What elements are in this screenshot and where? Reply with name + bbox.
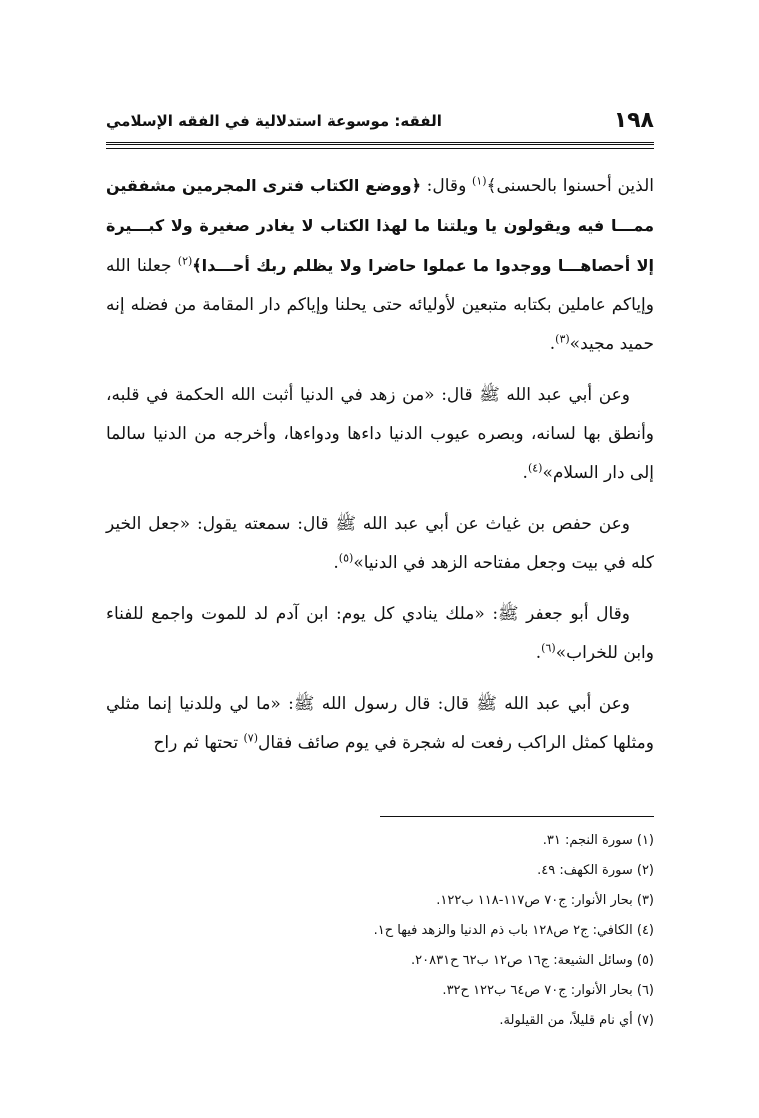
paragraph-5 <box>106 685 654 763</box>
footnote-item: (٣) بحار الأنوار: ج٧٠ ص١١٧-١١٨ ب١٢٢. <box>436 893 654 908</box>
footnote-item: (٦) بحار الأنوار: ج٧٠ ص٦٤ ب١٢٢ ح٣٢. <box>442 983 654 998</box>
footnote-item: (١) سورة النجم: ٣١. <box>542 833 654 848</box>
page-number: ١٩٨ <box>613 108 654 133</box>
footnote-item: (٥) وسائل الشيعة: ج١٦ ص١٢ ب٦٢ ح٢٠٨٣١. <box>411 953 654 968</box>
paragraph-2-text-a: وعن أبي عبد الله ﷺ قال: «من زهد في الدنيا أثبت الله الحكمة في قلبه، وأنطق بها لسانه، وبصره عيوب الدنيا داءها ودواءها، وأخرجه من الدنيا سالما إلى دار السلام» <box>106 385 655 483</box>
header-rule <box>106 142 654 145</box>
paragraph-5-text-a: وعن أبي عبد الله ﷺ قال: قال رسول الله ﷺ: «ما لي وللدنيا إنما مثلي ومثلها كمثل الراكب رفعت له شجرة في يوم صائف فقال <box>106 694 654 753</box>
paragraph-1-text-c: جعلنا الله وإياكم عاملين بكتابه متبعين لأوليائه حتى يحلنا وإياكم دار المقامة من فضله إنه حميد مجيد» <box>106 256 654 354</box>
footnote-ref-3: (٣) <box>555 332 570 346</box>
footnote-item: (٤) الكافي: ج٢ ص١٢٨ باب ذم الدنيا والزهد فيها ح١. <box>373 923 654 938</box>
paragraph-4-text-a: وقال أبو جعفر ﷺ: «ملك ينادي كل يوم: ابن آدم لد للموت واجمع للفناء وابن للخراب» <box>106 604 654 663</box>
paragraph-2 <box>106 376 654 493</box>
paragraph-1 <box>106 166 654 364</box>
paragraph-3-text-b: . <box>333 553 339 573</box>
paragraph-4 <box>106 595 654 673</box>
footnote-ref-4: (٤) <box>527 461 543 475</box>
paragraph-4-text-b: . <box>535 643 542 663</box>
page-header <box>106 108 654 138</box>
paragraph-1-text-b: وقال: <box>420 176 472 196</box>
footnote-item: (٧) أي نام قليلاً، من القيلولة. <box>499 1013 654 1028</box>
paragraph-3-text-a: وعن حفص بن غياث عن أبي عبد الله ﷺ قال: سمعته يقول: «جعل الخير كله في بيت وجعل مفتاحه الزهد في الدنيا» <box>106 514 654 573</box>
running-title: الفقه: موسوعة استدلالية في الفقه الإسلامي <box>106 112 442 130</box>
quran-verse: ﴿ووضع الكتاب فترى المجرمين مشفقين ممـــا فيه ويقولون يا ويلتنا ما لهذا الكتاب لا يغادر صغيرة ولا كبـــيرة إلا أحصاهـــا ووجدوا ما عملوا حاضرا ولا يظلم ربك أحـــدا﴾ <box>106 176 654 275</box>
header-rule-thin <box>106 148 654 149</box>
main-text <box>106 166 654 775</box>
paragraph-5-text-b: تحتها ثم راح <box>153 733 244 753</box>
paragraph-2-text-b: . <box>522 463 528 483</box>
footnote-ref-1: (١) <box>472 174 487 188</box>
footnote-ref-5: (٥) <box>338 551 354 565</box>
paragraph-3 <box>106 505 654 583</box>
footnote-separator <box>380 816 654 817</box>
footnotes-list <box>106 826 654 1036</box>
footnote-ref-7: (٧) <box>243 731 258 745</box>
paragraph-1-text-d: . <box>549 334 556 354</box>
paragraph-1-text-a: الذين أحسنوا بالحسنى﴾ <box>486 176 654 196</box>
footnote-item: (٢) سورة الكهف: ٤٩. <box>537 863 654 878</box>
footnote-ref-6: (٦) <box>541 641 556 655</box>
footnote-ref-2: (٢) <box>177 254 193 268</box>
